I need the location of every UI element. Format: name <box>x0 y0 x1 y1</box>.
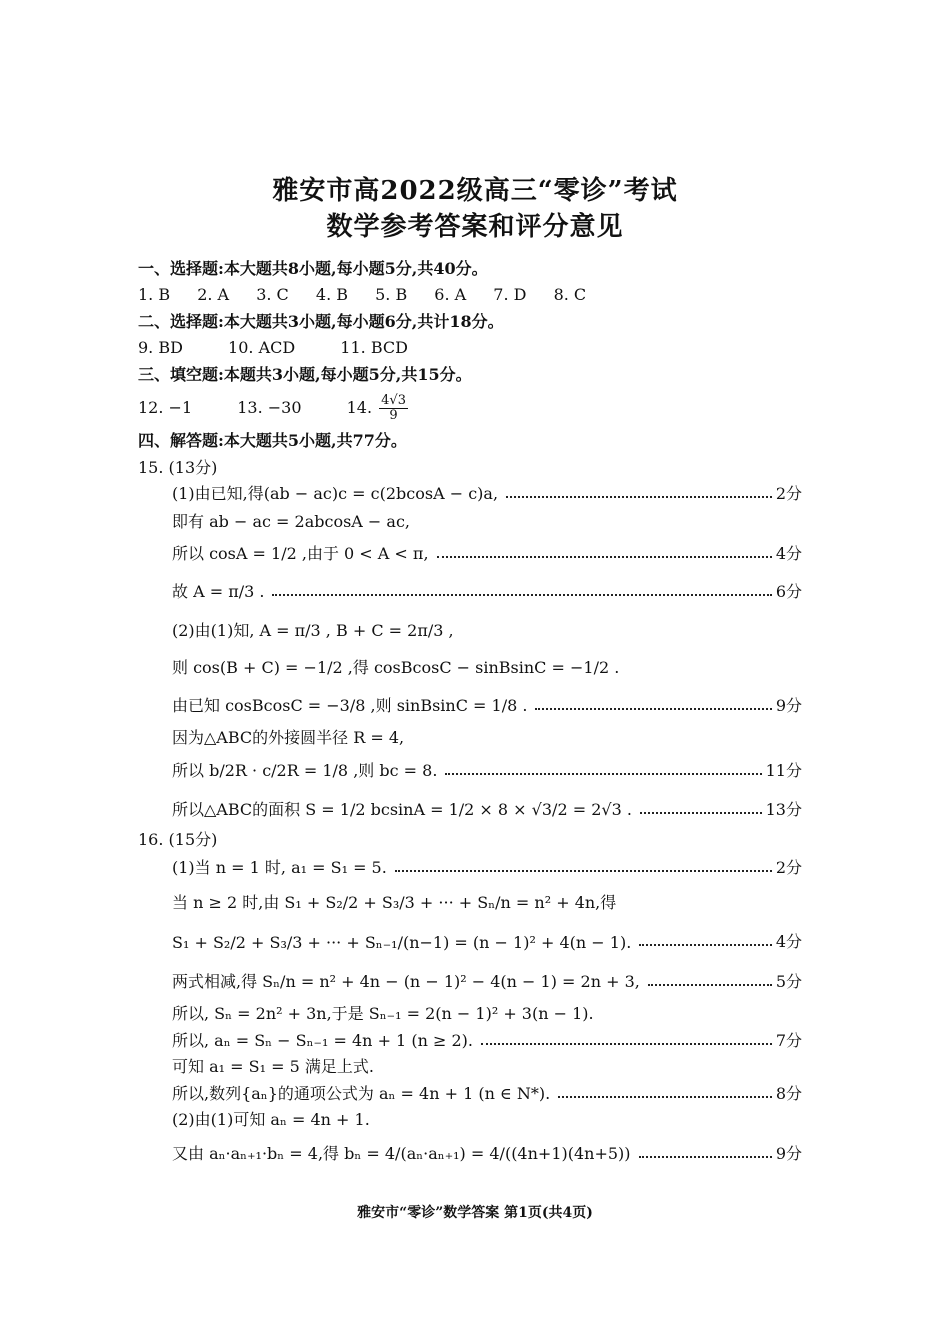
leader-dots <box>648 984 772 986</box>
q16-step-2 <box>172 889 802 913</box>
q16-step-8 <box>172 1080 802 1104</box>
q15-step-8 <box>172 724 802 748</box>
step-text: 所以△ABC的面积 S = 1/2 bcsinA = 1/2 × 8 × √3/2 = 2√3 . <box>172 800 632 819</box>
leader-dots <box>640 812 762 814</box>
step-score: 6分 <box>775 582 802 601</box>
answer-3: 3. C <box>256 285 289 304</box>
step-text: 即有 ab − ac = 2abcosA − ac, <box>172 512 411 531</box>
step-text: 故 A = π/3 . <box>172 582 265 601</box>
section3-answers <box>138 394 410 423</box>
step-text: 所以, aₙ = Sₙ − Sₙ₋₁ = 4n + 1 (n ≥ 2). <box>172 1031 473 1050</box>
leader-dots <box>395 870 772 872</box>
leader-dots <box>445 773 761 775</box>
leader-dots <box>639 1156 772 1158</box>
answer-10: 10. ACD <box>228 338 296 357</box>
q15-step-10 <box>172 796 802 820</box>
answer-5: 5. B <box>375 285 408 304</box>
step-text: (2)由(1)可知 aₙ = 4n + 1. <box>172 1110 370 1129</box>
q16-step-10 <box>172 1140 802 1164</box>
q15-step-1 <box>172 480 802 504</box>
step-text: 因为△ABC的外接圆半径 R = 4, <box>172 728 405 747</box>
step-score: 9分 <box>775 696 802 715</box>
q16-label: 16. (15分) <box>138 830 218 849</box>
answer-14: 14. <box>346 398 373 417</box>
q15-step-4 <box>172 578 802 602</box>
page-footer: 雅安市“零诊”数学答案 第1页(共4页) <box>357 1205 593 1221</box>
step-text: 所以,数列{aₙ}的通项公式为 aₙ = 4n + 1 (n ∈ N*). <box>172 1084 551 1103</box>
q15-step-3 <box>172 540 802 564</box>
q16-step-6 <box>172 1027 802 1051</box>
step-score: 4分 <box>775 544 802 563</box>
q16-step-7 <box>172 1053 802 1077</box>
step-text: 所以 cosA = 1/2 ,由于 0 < A < π, <box>172 544 429 563</box>
page-title: 雅安市高2022级高三“零诊”考试 <box>272 176 678 206</box>
answer-12: 12. −1 <box>138 398 193 417</box>
step-text: 可知 a₁ = S₁ = 5 满足上式. <box>172 1057 374 1076</box>
step-text: 两式相减,得 Sₙ/n = n² + 4n − (n − 1)² − 4(n − 1) = 2n + 3, <box>172 972 640 991</box>
leader-dots <box>272 594 771 596</box>
step-score: 2分 <box>775 858 802 877</box>
q15-step-6 <box>172 654 802 678</box>
step-text: S₁ + S₂/2 + S₃/3 + ··· + Sₙ₋₁/(n−1) = (n − 1)² + 4(n − 1). <box>172 933 632 952</box>
step-text: 所以 b/2R · c/2R = 1/8 ,则 bc = 8. <box>172 761 438 780</box>
q16-step-5 <box>172 1000 802 1024</box>
answer-4: 4. B <box>315 285 348 304</box>
step-text: (1)当 n = 1 时, a₁ = S₁ = 5. <box>172 858 387 877</box>
q16-step-9 <box>172 1106 802 1130</box>
answer-8: 8. C <box>553 285 587 304</box>
answer-1: 1. B <box>138 285 171 304</box>
q15-label: 15. (13分) <box>138 458 218 477</box>
step-score: 9分 <box>775 1144 802 1163</box>
q15-step-2 <box>172 508 802 532</box>
step-score: 8分 <box>775 1084 802 1103</box>
leader-dots <box>535 708 771 710</box>
q16-step-3 <box>172 928 802 952</box>
section2-answers <box>138 337 448 359</box>
answer-14-numerator: 4√3 <box>381 393 406 408</box>
answer-2: 2. A <box>197 285 230 304</box>
q16-step-4 <box>172 968 802 992</box>
step-text: 又由 aₙ·aₙ₊₁·bₙ = 4,得 bₙ = 4/(aₙ·aₙ₊₁) = 4/((4n+1)(4n+5)) <box>172 1144 631 1163</box>
section2-header: 二、选择题:本大题共3小题,每小题6分,共计18分。 <box>138 312 504 331</box>
section1-header: 一、选择题:本大题共8小题,每小题5分,共40分。 <box>138 259 488 278</box>
step-text: 所以, Sₙ = 2n² + 3n,于是 Sₙ₋₁ = 2(n − 1)² + 3(n − 1). <box>172 1004 594 1023</box>
leader-dots <box>481 1043 772 1045</box>
answer-11: 11. BCD <box>340 338 408 357</box>
step-text: (2)由(1)知, A = π/3 , B + C = 2π/3 , <box>172 621 454 640</box>
leader-dots <box>506 496 772 498</box>
section3-header: 三、填空题:本题共3小题,每小题5分,共15分。 <box>138 365 472 384</box>
step-score: 5分 <box>775 972 802 991</box>
leader-dots <box>639 944 772 946</box>
q16-step-1 <box>172 854 802 878</box>
step-score: 4分 <box>775 932 802 951</box>
q15-step-7 <box>172 692 802 716</box>
step-score: 7分 <box>775 1031 802 1050</box>
leader-dots <box>558 1096 772 1098</box>
answer-14-fraction <box>379 394 408 423</box>
step-text: 由已知 cosBcosC = −3/8 ,则 sinBsinC = 1/8 . <box>172 696 528 715</box>
page-subtitle: 数学参考答案和评分意见 <box>326 212 624 242</box>
q15-step-9 <box>172 757 802 781</box>
answer-9: 9. BD <box>138 338 183 357</box>
step-score: 13分 <box>765 800 802 819</box>
step-text: (1)由已知,得(ab − ac)c = c(2bcosA − c)a, <box>172 484 499 503</box>
answer-6: 6. A <box>434 285 467 304</box>
step-score: 11分 <box>765 761 802 780</box>
answer-14-denominator: 9 <box>389 408 398 423</box>
section1-answers <box>138 284 608 306</box>
leader-dots <box>437 556 772 558</box>
step-text: 当 n ≥ 2 时,由 S₁ + S₂/2 + S₃/3 + ··· + Sₙ/n = n² + 4n,得 <box>172 893 617 912</box>
answer-13: 13. −30 <box>237 398 302 417</box>
section4-header: 四、解答题:本大题共5小题,共77分。 <box>138 431 407 450</box>
q15-step-5 <box>172 617 802 641</box>
step-text: 则 cos(B + C) = −1/2 ,得 cosBcosC − sinBsinC = −1/2 . <box>172 658 620 677</box>
step-score: 2分 <box>775 484 802 503</box>
answer-7: 7. D <box>493 285 527 304</box>
